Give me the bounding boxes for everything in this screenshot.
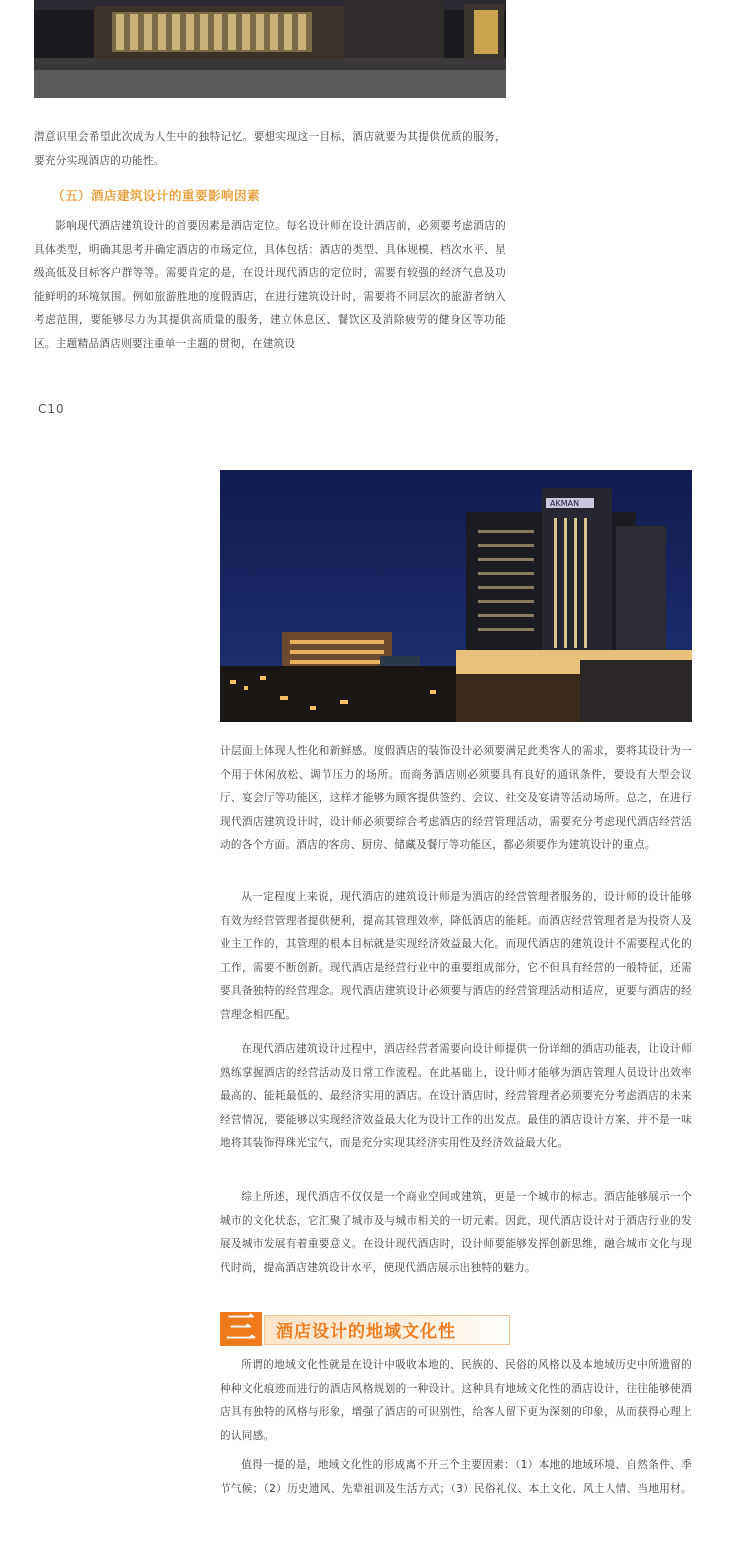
body-paragraph: 计层面上体现人性化和新鲜感。度假酒店的装饰设计必须要满足此类客人的需求，要将其设计为一个用于休闲放松、调节压力的场所。而商务酒店则必须要具有良好的通讯条件，要设有大型会议厅、宴会厅等功能区，这样才能够为顾客提供签约、会议、社交及宴请等活动场所。总之，在进行现代酒店建筑设计时，设计师必须要综合考虑酒店的经营管理活动，需要充分考虑现代酒店经营活动的各个方面。酒店的客房、厨房、储藏及餐厅等功能区，都必须要作为建筑设计的重点。 bbox=[220, 745, 692, 852]
section-header bbox=[220, 1312, 508, 1346]
section-title: 酒店设计的地域文化性 bbox=[276, 1322, 456, 1342]
page-number: C10 bbox=[38, 402, 65, 416]
section-paragraph: 所谓的地域文化性就是在设计中吸收本地的、民族的、民俗的风格以及本地域历史中所遗留的种种文化痕迹而进行的酒店风格规划的一种设计。这种具有地域文化性的酒店设计，往往能够使酒店具有独特的风格与形象，增强了酒店的可识别性，给客人留下更为深刻的印象，从而获得心理上的认同感。 bbox=[220, 1359, 692, 1442]
hotel-exterior-photo bbox=[34, 0, 506, 98]
body-paragraph: 影响现代酒店建筑设计的首要因素是酒店定位。每名设计师在设计酒店前，必须要考虑酒店的具体类型，明确其思考并确定酒店的市场定位，具体包括：酒店的类型、具体规模、档次水平、星级高低及目标客户群等等。需要肯定的是，在设计现代酒店的定位时，需要有较强的经济气息及功能鲜明的环境氛围。例如旅游胜地的度假酒店，在进行建筑设计时，需要将不同层次的旅游者纳入考虑范围，要能够尽力为其提供高质量的服务，建立休息区、餐饮区及消除疲劳的健身区等功能区。主题精品酒店则要注重单一主题的贯彻，在建筑设 bbox=[34, 220, 506, 350]
section-paragraph: 值得一提的是，地域文化性的形成离不开三个主要因素：（1）本地的地域环境、自然条件、季节气候；（2）历史遗风、先辈祖训及生活方式；（3）民俗礼仪、本土文化、风土人情、当地用材。 bbox=[220, 1459, 692, 1495]
body-paragraph: 从一定程度上来说，现代酒店的建筑设计师是为酒店的经营管理者服务的，设计师的设计能够有效为经营管理者提供便利，提高其管理效率，降低酒店的能耗。而酒店经营管理者是为投资人及业主工作的，其管理的根本目标就是实现经济效益最大化。而现代酒店的建筑设计不需要程式化的工作，需要不断创新。现代酒店是经营行业中的重要组成部分，它不但具有经营的一般特征，还需要具备独特的经营理念。现代酒店建筑设计必须要与酒店的经营管理活动相适应，更要与酒店的经营理念相匹配。 bbox=[220, 891, 692, 1021]
night-hotel-photo bbox=[220, 470, 692, 722]
intro-paragraph: 潜意识里会希望此次成为人生中的独特记忆。要想实现这一目标，酒店就要为其提供优质的服务，要充分实现酒店的功能性。 bbox=[34, 131, 506, 167]
hotel-sign-text: AKMAN bbox=[550, 499, 580, 508]
section-number-badge: 三 bbox=[220, 1312, 262, 1346]
body-paragraph: 在现代酒店建筑设计过程中，酒店经营者需要向设计师提供一份详细的酒店功能表，让设计师熟练掌握酒店的经营活动及日常工作流程。在此基础上，设计师才能够为酒店管理人员设计出效率最高的、能耗最低的、最经济实用的酒店。在设计酒店时，经营管理者必须要充分考虑酒店的未来经营情况，要能够以实现经济效益最大化为设计工作的出发点。最佳的酒店设计方案，并不是一味地将其装饰得珠光宝气，而是充分实现其经济实用性及经济效益最大化。 bbox=[220, 1043, 692, 1150]
body-paragraph: 综上所述，现代酒店不仅仅是一个商业空间或建筑，更是一个城市的标志。酒店能够展示一个城市的文化状态，它汇聚了城市及与城市相关的一切元素。因此，现代酒店设计对于酒店行业的发展及城市发展有着重要意义。在设计现代酒店时，设计师要能够发挥创新思维，融合城市文化与现代时尚，提高酒店建筑设计水平，使现代酒店展示出独特的魅力。 bbox=[220, 1191, 692, 1274]
subheading: （五）酒店建筑设计的重要影响因素 bbox=[52, 188, 261, 203]
